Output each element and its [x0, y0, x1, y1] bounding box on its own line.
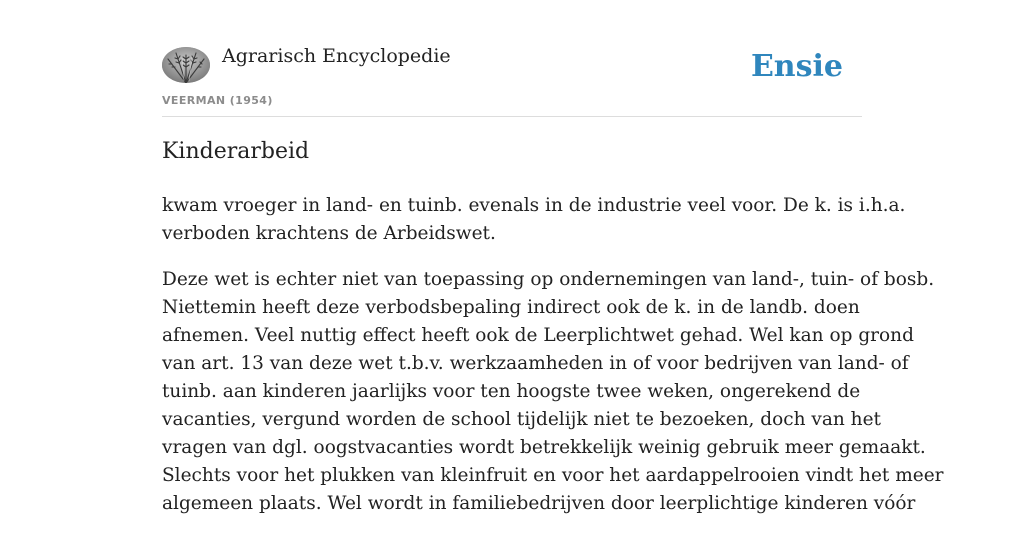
brand-logo[interactable]: Ensie [750, 49, 843, 84]
article-body [162, 192, 944, 536]
text-line: vacanties, vergund worden de school tijdelijk niet te bezoeken, doch van het [162, 409, 881, 430]
text-line: verboden krachtens de Arbeidswet. [162, 223, 496, 244]
text-line: algemeen plaats. Wel wordt in familiebedrijven door leerplichtige kinderen vóór [162, 493, 916, 514]
text-line: Deze wet is echter niet van toepassing op ondernemingen van land-, tuin- of bosb. [162, 269, 935, 290]
header [162, 0, 862, 117]
page [162, 0, 944, 514]
text-line: afnemen. Veel nuttig effect heeft ook de Leerplichtwet gehad. Wel kan op grond [162, 325, 914, 346]
article-paragraph [162, 266, 944, 518]
text-line: vragen van dgl. oogstvacanties wordt betrekkelijk weinig gebruik meer gemaakt. [162, 437, 926, 458]
text-line: tuinb. aan kinderen jaarlijks voor ten hoogste twee weken, ongerekend de [162, 381, 861, 402]
article-title: Kinderarbeid [162, 139, 310, 164]
publication-title[interactable]: Agrarisch Encyclopedie [222, 45, 451, 67]
text-line: kwam vroeger in land- en tuinb. evenals in de industrie veel voor. De k. is i.h.a. [162, 195, 906, 216]
publication-meta: VEERMAN (1954) [162, 94, 273, 107]
text-line: Niettemin heeft deze verbodsbepaling indirect ook de k. in de landb. doen [162, 297, 860, 318]
text-line: van art. 13 van deze wet t.b.v. werkzaamheden in of voor bedrijven van land- of [162, 353, 909, 374]
wheat-ears-logo-icon[interactable] [162, 47, 210, 83]
text-line: Slechts voor het plukken van kleinfruit en voor het aardappelrooien vindt het meer [162, 465, 944, 486]
article-paragraph [162, 192, 906, 248]
